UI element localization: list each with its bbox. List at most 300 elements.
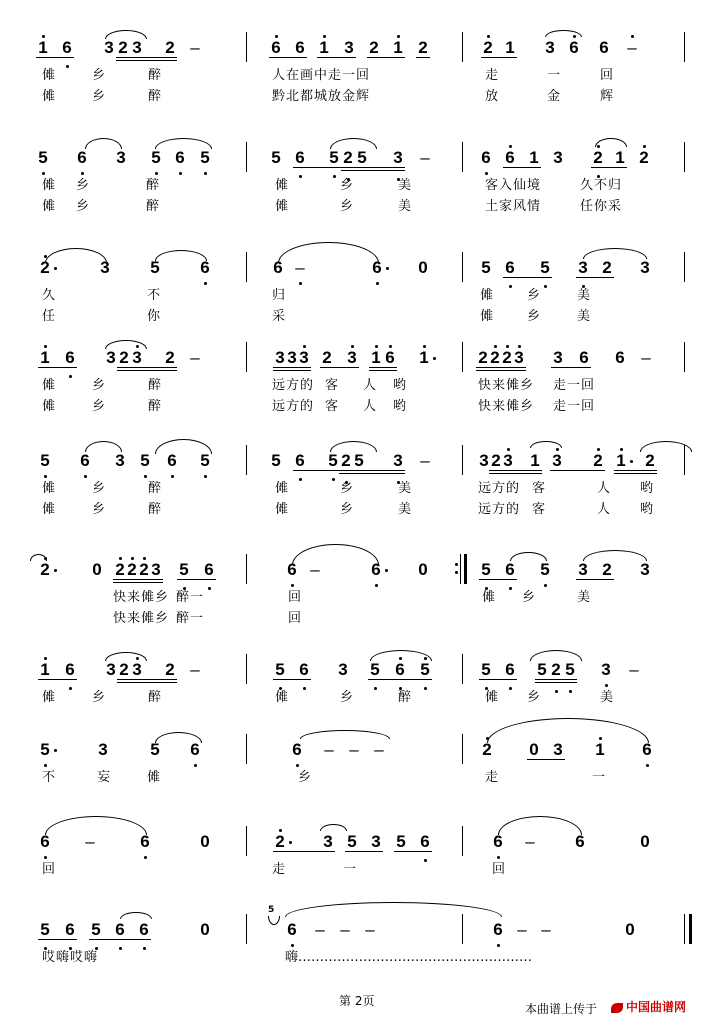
- note: 6: [115, 920, 125, 939]
- note: 5: [328, 451, 338, 470]
- note: 6: [273, 258, 283, 277]
- repeat-barline: [460, 554, 461, 584]
- note: –: [315, 920, 325, 939]
- note: 6: [204, 560, 214, 579]
- beam-line: [576, 277, 614, 278]
- slur: [595, 138, 627, 147]
- note: 5: [537, 660, 547, 679]
- note: 5: [40, 920, 50, 939]
- barline: [462, 734, 463, 764]
- note: 1: [319, 38, 329, 57]
- beam-line: [527, 759, 565, 760]
- note: 0: [640, 832, 650, 851]
- lyric: 醉: [148, 399, 163, 414]
- lyric: 美: [600, 690, 615, 705]
- beam-line: [273, 367, 311, 368]
- lyric: 乡: [340, 199, 355, 214]
- octave-dot-high: [487, 35, 490, 38]
- dotted-note-dot: [54, 267, 57, 270]
- note: 3: [115, 451, 125, 470]
- note: 3: [151, 560, 161, 579]
- slur: [155, 250, 207, 261]
- octave-dot-high: [131, 557, 134, 560]
- lyric: 哟: [393, 378, 408, 393]
- note: 3: [116, 148, 126, 167]
- octave-dot-low: [69, 687, 72, 690]
- octave-dot-low: [208, 587, 211, 590]
- final-barline-thick: [689, 914, 692, 944]
- lyric: 傩: [42, 399, 57, 414]
- beam-line: [36, 57, 74, 58]
- lyric: 你: [147, 309, 162, 324]
- note: 2: [165, 38, 175, 57]
- dotted-note-dot: [385, 569, 388, 572]
- lyric: 醉: [148, 502, 163, 517]
- note: –: [190, 660, 200, 679]
- beam-line: [117, 370, 177, 371]
- lyric: 快来傩乡: [478, 378, 535, 393]
- slur: [105, 652, 147, 661]
- note: 3: [503, 451, 513, 470]
- slur: [285, 902, 502, 917]
- note: 5: [179, 560, 189, 579]
- octave-dot-high: [506, 345, 509, 348]
- note: –: [310, 560, 320, 579]
- slur: [330, 441, 377, 452]
- note: 0: [529, 740, 539, 759]
- note: 1: [595, 740, 605, 759]
- octave-dot-high: [494, 345, 497, 348]
- note: 6: [481, 148, 491, 167]
- octave-dot-high: [389, 345, 392, 348]
- lyric: 乡: [92, 690, 107, 705]
- note: 2: [165, 348, 175, 367]
- octave-dot-high: [143, 557, 146, 560]
- note: 3: [479, 451, 489, 470]
- beam-line: [614, 473, 657, 474]
- slur: [85, 441, 122, 452]
- note: 2: [490, 348, 500, 367]
- slur: [30, 554, 47, 561]
- note: 0: [625, 920, 635, 939]
- beam-line: [476, 370, 526, 371]
- beam-line: [273, 370, 311, 371]
- slur: [155, 439, 212, 454]
- beam-line: [503, 167, 541, 168]
- note: 5: [347, 832, 357, 851]
- note: 5: [354, 451, 364, 470]
- note: 3: [98, 740, 108, 759]
- note: 2: [341, 451, 351, 470]
- repeat-dot: [455, 563, 458, 566]
- note: 2: [478, 348, 488, 367]
- note: 3: [578, 560, 588, 579]
- lyric: 乡: [92, 399, 107, 414]
- lyric: 哟: [393, 399, 408, 414]
- octave-dot-low: [204, 172, 207, 175]
- lyric: 乡: [522, 590, 537, 605]
- lyric: 乡: [76, 199, 91, 214]
- note: 6: [65, 348, 75, 367]
- octave-dot-low: [44, 764, 47, 767]
- lyric: 客入仙境: [485, 178, 542, 193]
- beam-line: [317, 57, 356, 58]
- lyric: 乡: [298, 770, 313, 785]
- note: 3: [106, 660, 116, 679]
- beam-line: [293, 167, 341, 168]
- grace-note: 5: [268, 905, 275, 915]
- lyric: 嗨………………………………………………: [285, 950, 533, 965]
- note: 5: [565, 660, 575, 679]
- octave-dot-low: [646, 764, 649, 767]
- note: 2: [119, 660, 129, 679]
- lyric: 远方的: [272, 378, 315, 393]
- lyric: 远方的: [272, 399, 315, 414]
- slur: [45, 248, 107, 263]
- lyric: 回: [492, 862, 507, 877]
- note: 1: [615, 148, 625, 167]
- note: 5: [481, 560, 491, 579]
- lyric: 醉: [398, 690, 413, 705]
- note: 1: [505, 38, 515, 57]
- note: 6: [77, 148, 87, 167]
- lyric: 傩: [485, 690, 500, 705]
- note: 6: [569, 38, 579, 57]
- lyric: 傩: [147, 770, 162, 785]
- octave-dot-low: [569, 690, 572, 693]
- note: 2: [119, 348, 129, 367]
- lyric: 走: [272, 862, 287, 877]
- note: 6: [287, 920, 297, 939]
- barline: [246, 445, 247, 475]
- octave-dot-low: [299, 478, 302, 481]
- note: 3: [323, 832, 333, 851]
- beam-line: [116, 57, 177, 58]
- lyric: 傩: [42, 199, 57, 214]
- note: 6: [615, 348, 625, 367]
- beam-line: [339, 473, 405, 474]
- note: 1: [40, 348, 50, 367]
- note: 5: [370, 660, 380, 679]
- lyric: 傩: [480, 309, 495, 324]
- octave-dot-high: [620, 448, 623, 451]
- octave-dot-low: [497, 944, 500, 947]
- dotted-note-dot: [433, 357, 436, 360]
- lyric: 走一回: [553, 378, 596, 393]
- octave-dot-high: [631, 35, 634, 38]
- note: 5: [540, 560, 550, 579]
- octave-dot-low: [194, 764, 197, 767]
- note: 6: [190, 740, 200, 759]
- note: 6: [505, 148, 515, 167]
- note: 3: [299, 348, 309, 367]
- note: 6: [385, 348, 395, 367]
- octave-dot-high: [351, 345, 354, 348]
- slur: [155, 138, 212, 149]
- note: 2: [639, 148, 649, 167]
- beam-line: [113, 582, 163, 583]
- lyric: 妄: [97, 770, 112, 785]
- barline: [462, 445, 463, 475]
- lyric: 醉: [148, 690, 163, 705]
- octave-dot-low: [144, 475, 147, 478]
- slur: [320, 824, 347, 831]
- lyric: 乡: [340, 481, 355, 496]
- beam-line: [489, 470, 542, 471]
- note: –: [629, 660, 639, 679]
- note: 2: [139, 560, 149, 579]
- octave-dot-low: [332, 478, 335, 481]
- lyric: 醉: [148, 68, 163, 83]
- note: 3: [347, 348, 357, 367]
- note: 6: [505, 560, 515, 579]
- beam-line: [341, 170, 405, 171]
- slur: [583, 248, 647, 259]
- octave-dot-low: [44, 475, 47, 478]
- octave-dot-low: [144, 856, 147, 859]
- note: –: [541, 920, 551, 939]
- octave-dot-low: [44, 856, 47, 859]
- lyric: 快来傩乡: [113, 590, 170, 605]
- octave-dot-low: [485, 172, 488, 175]
- lyric: 傩: [275, 481, 290, 496]
- barline: [462, 826, 463, 856]
- repeat-barline-thick: [464, 554, 467, 584]
- lyric: 乡: [92, 378, 107, 393]
- note: 2: [482, 740, 492, 759]
- slur: [292, 544, 379, 565]
- beam-line: [369, 367, 397, 368]
- dotted-note-dot: [289, 841, 292, 844]
- lyric: 乡: [340, 690, 355, 705]
- octave-dot-low: [155, 172, 158, 175]
- lyric: 傩: [275, 690, 290, 705]
- lyric: 快来傩乡: [113, 611, 170, 626]
- octave-dot-low: [42, 172, 45, 175]
- lyric: 傩: [275, 199, 290, 214]
- site-logo: [611, 998, 686, 1015]
- note: 6: [139, 920, 149, 939]
- note: 5: [420, 660, 430, 679]
- beam-line: [117, 367, 177, 368]
- dotted-note-dot: [630, 460, 633, 463]
- note: 2: [343, 148, 353, 167]
- slur: [155, 732, 202, 743]
- lyric: 醉: [146, 199, 161, 214]
- note: 6: [642, 740, 652, 759]
- lyric: 黔北都城放金辉: [272, 89, 371, 104]
- octave-dot-high: [507, 448, 510, 451]
- barline: [246, 554, 247, 584]
- note: 2: [593, 451, 603, 470]
- beam-line: [273, 679, 311, 680]
- beam-line: [614, 470, 657, 471]
- lyric: 傩: [275, 178, 290, 193]
- lyric: 一: [592, 770, 607, 785]
- note: 3: [553, 740, 563, 759]
- beam-line: [368, 679, 432, 680]
- octave-dot-high: [44, 345, 47, 348]
- lyric: 乡: [340, 502, 355, 517]
- barline: [684, 342, 685, 372]
- lyric: 不: [147, 288, 162, 303]
- note: 5: [540, 258, 550, 277]
- beam-line: [591, 167, 627, 168]
- note: 3: [338, 660, 348, 679]
- note: 6: [599, 38, 609, 57]
- beam-line: [416, 57, 430, 58]
- note: 3: [553, 348, 563, 367]
- barline: [462, 342, 463, 372]
- barline: [684, 32, 685, 62]
- octave-dot-low: [424, 687, 427, 690]
- barline: [684, 252, 685, 282]
- note: –: [85, 832, 95, 851]
- lyric: 客: [325, 399, 340, 414]
- note: 1: [40, 660, 50, 679]
- lyric: 醉: [148, 89, 163, 104]
- lyric: 美: [577, 309, 592, 324]
- note: 3: [371, 832, 381, 851]
- octave-dot-high: [518, 345, 521, 348]
- beam-line: [38, 367, 77, 368]
- note: 5: [150, 740, 160, 759]
- note: 5: [40, 740, 50, 759]
- final-barline: [684, 914, 685, 944]
- note: 2: [502, 348, 512, 367]
- note: 6: [271, 38, 281, 57]
- note: 3: [344, 38, 354, 57]
- lyric: 快来傩乡: [478, 399, 535, 414]
- note: –: [324, 740, 334, 759]
- note: 6: [292, 740, 302, 759]
- note: 5: [271, 451, 281, 470]
- note: 2: [483, 38, 493, 57]
- note: 2: [418, 38, 428, 57]
- note: 2: [275, 832, 285, 851]
- lyric: 哟: [640, 481, 655, 496]
- note: 3: [132, 348, 142, 367]
- barline: [246, 734, 247, 764]
- note: 1: [371, 348, 381, 367]
- lyric: 傩: [482, 590, 497, 605]
- note: 1: [616, 451, 626, 470]
- beam-line: [535, 682, 577, 683]
- octave-dot-low: [291, 584, 294, 587]
- lyric: 美: [398, 199, 413, 214]
- note: 6: [299, 660, 309, 679]
- note: 6: [62, 38, 72, 57]
- note: 5: [396, 832, 406, 851]
- barline: [246, 914, 247, 944]
- octave-dot-low: [509, 687, 512, 690]
- barline: [246, 342, 247, 372]
- note: 6: [372, 258, 382, 277]
- note: 6: [65, 660, 75, 679]
- note: 2: [551, 660, 561, 679]
- slur: [120, 912, 152, 919]
- lyric: 人: [597, 502, 612, 517]
- lyric: 乡: [527, 690, 542, 705]
- beam-line: [341, 167, 405, 168]
- lyric: 土家风情: [485, 199, 542, 214]
- octave-dot-low: [303, 687, 306, 690]
- note: 6: [40, 832, 50, 851]
- octave-dot-low: [299, 175, 302, 178]
- octave-dot-low: [66, 65, 69, 68]
- slur: [583, 550, 647, 561]
- beam-line: [339, 470, 405, 471]
- octave-dot-low: [424, 859, 427, 862]
- note: 2: [602, 560, 612, 579]
- note: 5: [271, 148, 281, 167]
- octave-dot-high: [509, 145, 512, 148]
- note: –: [365, 920, 375, 939]
- note: 1: [529, 148, 539, 167]
- note: 6: [80, 451, 90, 470]
- slur: [487, 718, 649, 743]
- lyric: 乡: [527, 288, 542, 303]
- octave-dot-high: [303, 345, 306, 348]
- barline: [462, 654, 463, 684]
- upload-note: 本曲谱上传于: [525, 1002, 598, 1016]
- repeat-dot: [455, 571, 458, 574]
- note: 0: [418, 560, 428, 579]
- lyric: 乡: [76, 178, 91, 193]
- note: 3: [100, 258, 110, 277]
- octave-dot-low: [179, 172, 182, 175]
- octave-dot-low: [333, 175, 336, 178]
- barline: [246, 252, 247, 282]
- beam-line: [369, 370, 397, 371]
- note: 1: [530, 451, 540, 470]
- note: 3: [640, 258, 650, 277]
- beam-line: [394, 851, 432, 852]
- lyric: 回: [288, 590, 303, 605]
- note: 3: [578, 258, 588, 277]
- note: –: [349, 740, 359, 759]
- note: 5: [140, 451, 150, 470]
- octave-dot-low: [143, 947, 146, 950]
- slur: [498, 816, 582, 835]
- lyric: 哎嗨哎嗨: [42, 950, 99, 965]
- grace-slur: [268, 916, 280, 925]
- octave-dot-high: [423, 345, 426, 348]
- lyric: 客: [532, 502, 547, 517]
- octave-dot-low: [171, 475, 174, 478]
- lyric: 醉: [148, 481, 163, 496]
- octave-dot-low: [509, 587, 512, 590]
- lyric: 远方的: [478, 481, 521, 496]
- lyric: 一: [547, 68, 562, 83]
- octave-dot-high: [397, 35, 400, 38]
- note: 5: [38, 148, 48, 167]
- lyric: 美: [398, 178, 413, 193]
- octave-dot-low: [497, 856, 500, 859]
- beam-line: [320, 367, 359, 368]
- note: 1: [38, 38, 48, 57]
- slur: [330, 138, 377, 149]
- note: –: [190, 348, 200, 367]
- beam-line: [113, 939, 151, 940]
- octave-dot-low: [84, 475, 87, 478]
- note: 3: [106, 348, 116, 367]
- lyric: 辉: [600, 89, 615, 104]
- barline: [462, 142, 463, 172]
- note: 6: [295, 38, 305, 57]
- note: 3: [132, 38, 142, 57]
- lyric: 走: [485, 68, 500, 83]
